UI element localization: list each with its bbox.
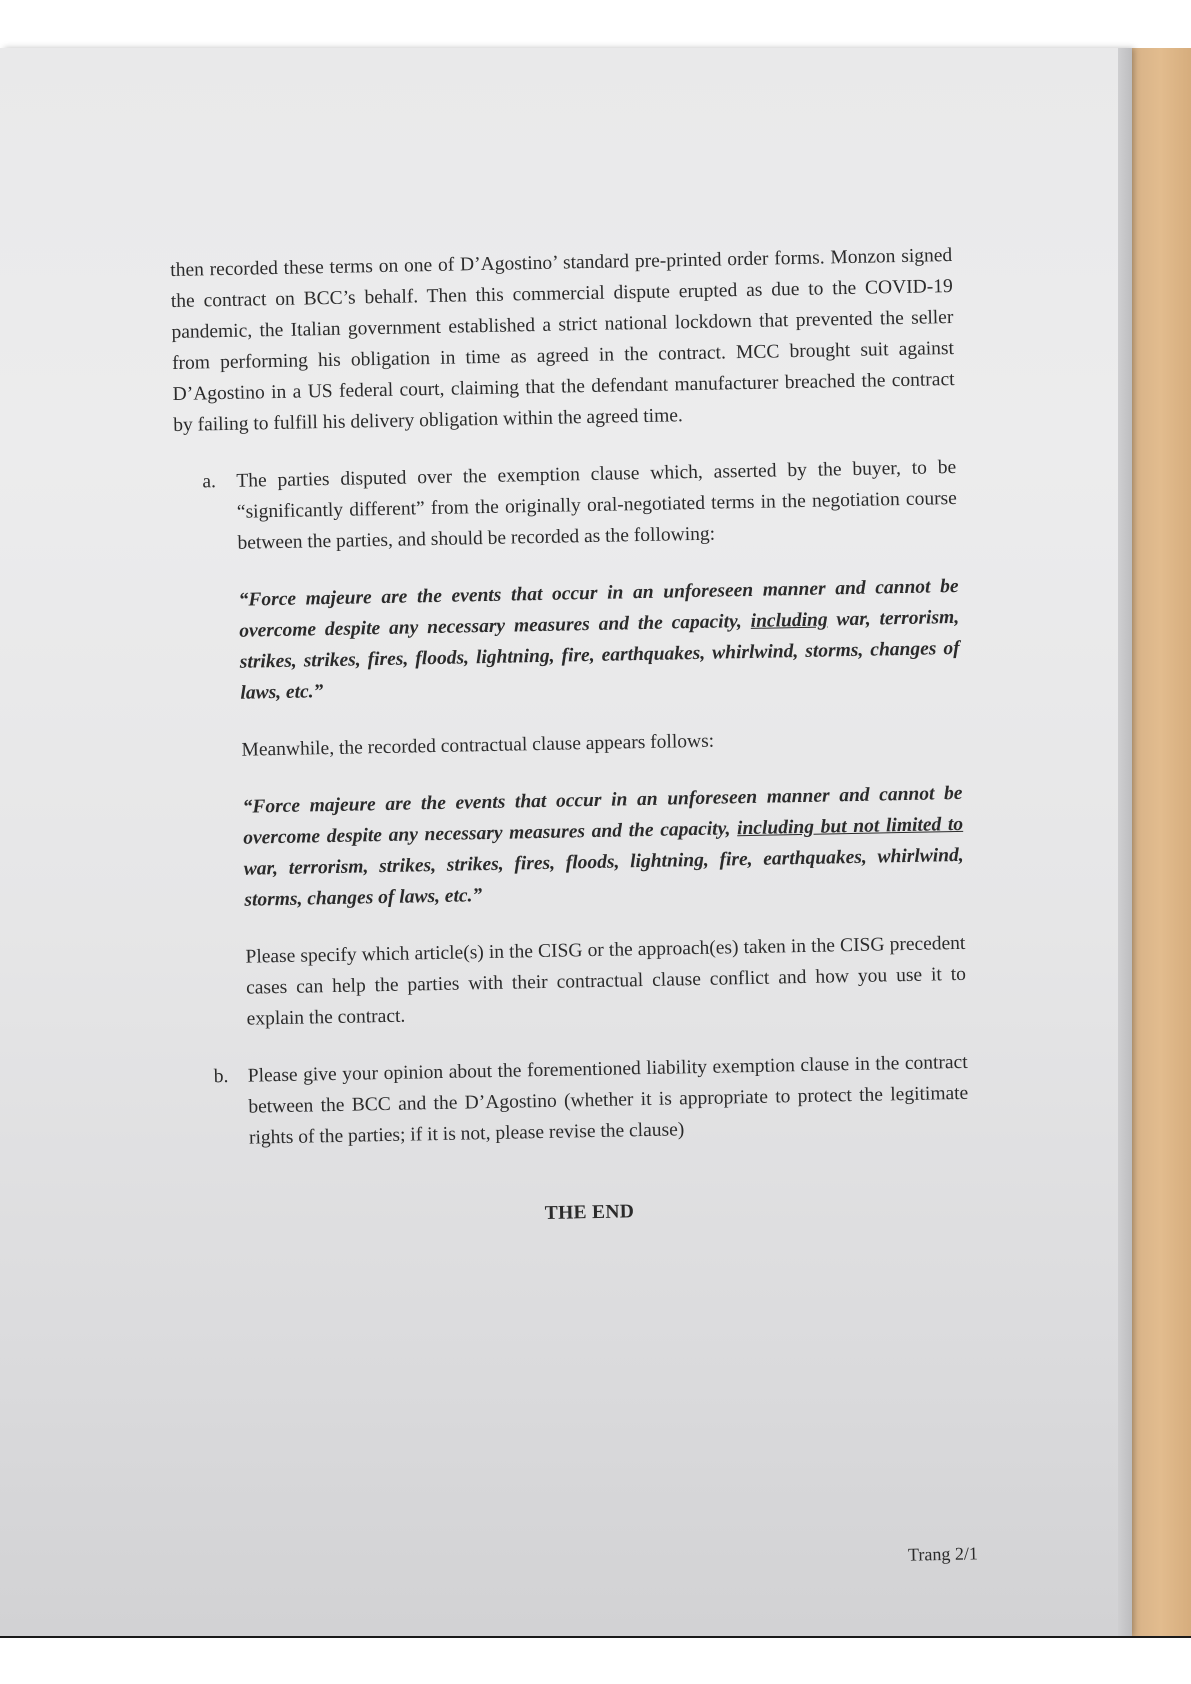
negotiated-clause-quote (238, 571, 960, 709)
question-a-text: The parties disputed over the exemption clause which, asserted by the buyer, to be “significantly different” from the originally oral-negotiated terms in the negotiation course between the parties, and should be recorded as the following: (236, 456, 958, 554)
quote1-underlined: including (750, 609, 828, 632)
quote2-before: “Force majeure are the events that occur in an unforeseen manner and cannot be overcome despite any necessary measures and the capacity, (242, 782, 963, 849)
page-number: Trang 2/1 (907, 1543, 979, 1565)
recorded-clause-quote (242, 778, 964, 916)
quote1-after: war, terrorism, strikes, strikes, fires, floods, lightning, fire, earthquakes, whirlwind, storms, changes of laws, etc.” (239, 606, 960, 704)
question-b (185, 1047, 969, 1155)
intro-paragraph: then recorded these terms on one of D’Agostino’ standard pre-printed order forms. Monzon signed the contract on BCC’s behalf. Then this commercial dispute erupted as due to the COVID-19 pandemic, the Italian government established a strict national lockdown that prevented the seller from performing his obligation in time as agreed in the contract. MCC brought suit against D’Agostino in a US federal court, claiming that the defendant manufacturer breached the contract by failing to fulfill his delivery obligation within the agreed time. (170, 244, 955, 436)
document-body (170, 240, 971, 1236)
top-margin (0, 0, 1191, 48)
quote2-underlined: including but not limited to (736, 813, 964, 840)
question-a-prompt: Please specify which article(s) in the CISG or the approach(es) taken in the CISG precedent cases can help the parties with their contractual clause conflict and how you use it to explain the contract. (245, 932, 967, 1030)
quote1-before: “Force majeure are the events that occur in an unforeseen manner and cannot be overcome despite any necessary measures and the capacity, (238, 575, 959, 642)
paper-edge (1118, 48, 1132, 1636)
meanwhile-text: Meanwhile, the recorded contractual clause appears follows: (241, 730, 715, 761)
bottom-margin (0, 1636, 1191, 1684)
question-a (174, 452, 967, 1036)
list-marker-a: a. (202, 471, 217, 493)
quote2-after: war, terrorism, strikes, strikes, fires, floods, lightning, fire, earthquakes, whirlwind, storms, changes of laws, etc.” (243, 844, 964, 911)
question-b-text: Please give your opinion about the forementioned liability exemption clause in the contract between the BCC and the D’Agostino (whether it is appropriate to protect the legitimate rights of the parties; if it is not, please revise the clause) (247, 1051, 969, 1149)
list-marker-b: b. (213, 1066, 229, 1088)
the-end-label: THE END (544, 1201, 635, 1224)
